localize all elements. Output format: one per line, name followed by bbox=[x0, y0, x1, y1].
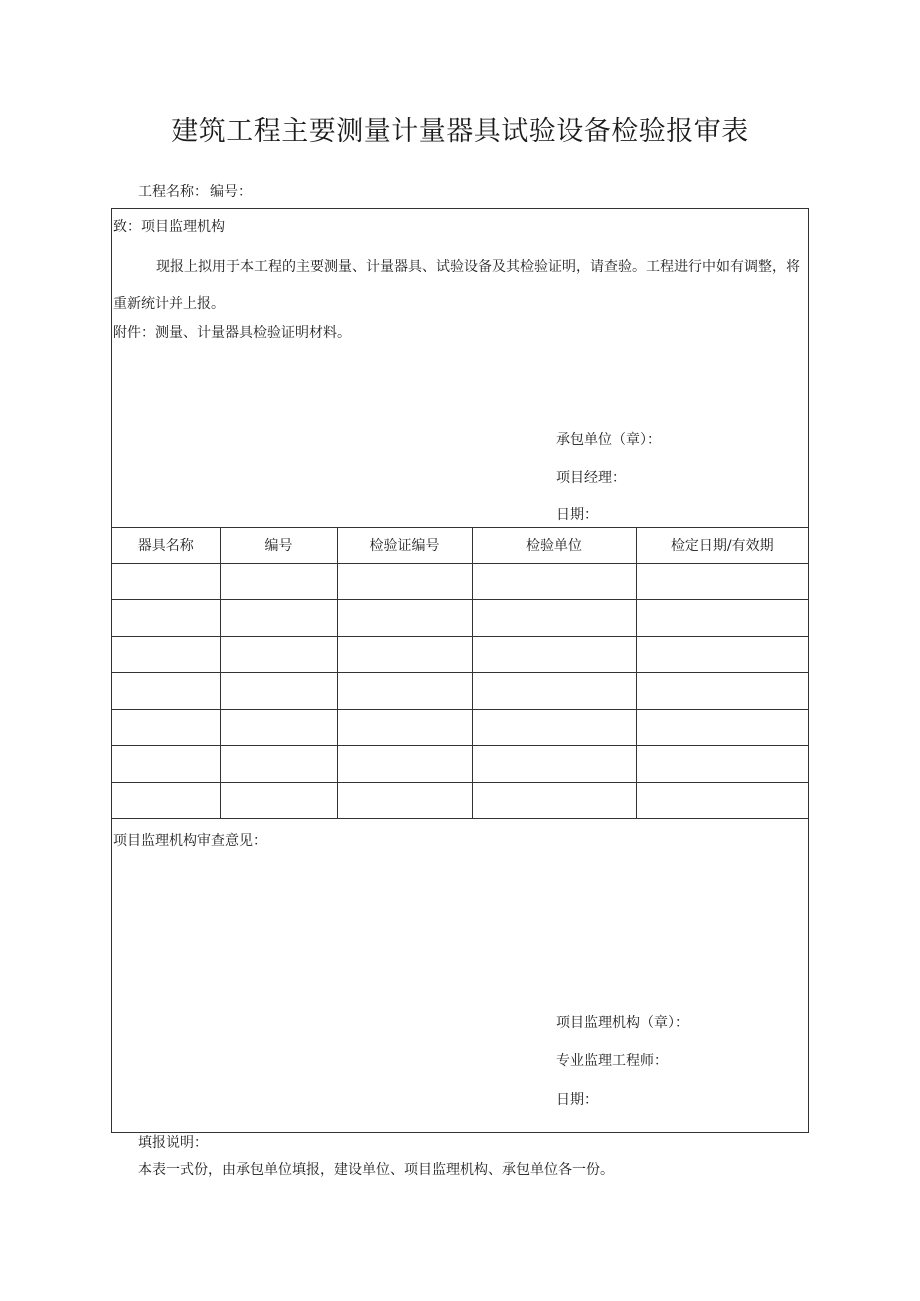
table-cell[interactable] bbox=[636, 782, 808, 819]
project-manager-label: 项目经理： bbox=[556, 470, 626, 486]
form-title: 建筑工程主要测量计量器具试验设备检验报审表 bbox=[171, 116, 749, 147]
equipment-table bbox=[112, 527, 808, 819]
header-number: 编号 bbox=[220, 527, 337, 563]
project-meta bbox=[138, 182, 254, 202]
submission-date-label: 日期： bbox=[556, 507, 598, 523]
table-cell[interactable] bbox=[636, 709, 808, 746]
table-cell[interactable] bbox=[112, 673, 220, 710]
table-cell[interactable] bbox=[337, 636, 472, 673]
table-cell[interactable] bbox=[472, 709, 636, 746]
supervising-engineer-label: 专业监理工程师： bbox=[556, 1053, 668, 1069]
header-instrument-name: 器具名称 bbox=[112, 527, 220, 563]
table-cell[interactable] bbox=[112, 746, 220, 783]
submission-body: 现报上拟用于本工程的主要测量、计量器具、试验设备及其检验证明，请查验。工程进行中如有调整，将重新统计并上报。 bbox=[113, 259, 800, 312]
table-cell[interactable] bbox=[220, 673, 337, 710]
table-cell[interactable] bbox=[112, 636, 220, 673]
review-opinion-label: 项目监理机构审查意见： bbox=[113, 833, 267, 849]
table-cell[interactable] bbox=[636, 563, 808, 600]
attachment-line: 附件：测量、计量器具检验证明材料。 bbox=[113, 325, 351, 341]
supervision-seal-label: 项目监理机构（章）： bbox=[556, 1015, 689, 1031]
table-row bbox=[112, 673, 808, 710]
review-section bbox=[112, 820, 808, 1132]
notes-text: 本表一式份，由承包单位填报，建设单位、项目监理机构、承包单位各一份。 bbox=[138, 1162, 614, 1178]
table-cell[interactable] bbox=[112, 782, 220, 819]
header-certificate-number: 检验证编号 bbox=[337, 527, 472, 563]
header-calibration-date: 检定日期/有效期 bbox=[636, 527, 808, 563]
table-cell[interactable] bbox=[636, 636, 808, 673]
submission-section bbox=[112, 209, 808, 528]
table-cell[interactable] bbox=[472, 563, 636, 600]
table-cell[interactable] bbox=[220, 746, 337, 783]
table-cell[interactable] bbox=[112, 709, 220, 746]
table-row bbox=[112, 563, 808, 600]
review-date-label: 日期： bbox=[556, 1092, 598, 1108]
table-row bbox=[112, 746, 808, 783]
table-row bbox=[112, 600, 808, 637]
table-cell[interactable] bbox=[636, 673, 808, 710]
table-cell[interactable] bbox=[472, 746, 636, 783]
table-cell[interactable] bbox=[472, 673, 636, 710]
addressee-line: 致：项目监理机构 bbox=[113, 219, 225, 235]
table-cell[interactable] bbox=[220, 563, 337, 600]
table-cell[interactable] bbox=[220, 600, 337, 637]
table-cell[interactable] bbox=[337, 709, 472, 746]
table-row bbox=[112, 709, 808, 746]
notes-heading: 填报说明： bbox=[138, 1135, 208, 1151]
table-cell[interactable] bbox=[337, 563, 472, 600]
table-cell[interactable] bbox=[337, 673, 472, 710]
header-inspection-unit: 检验单位 bbox=[472, 527, 636, 563]
table-cell[interactable] bbox=[337, 600, 472, 637]
project-name-label: 工程名称： bbox=[138, 184, 208, 200]
approval-form bbox=[111, 208, 809, 1133]
table-cell[interactable] bbox=[472, 600, 636, 637]
contractor-seal-label: 承包单位（章）： bbox=[556, 432, 661, 448]
table-row bbox=[112, 782, 808, 819]
table-header-row bbox=[112, 527, 808, 563]
table-row bbox=[112, 636, 808, 673]
table-cell[interactable] bbox=[636, 600, 808, 637]
table-cell[interactable] bbox=[112, 563, 220, 600]
table-cell[interactable] bbox=[220, 782, 337, 819]
table-cell[interactable] bbox=[112, 600, 220, 637]
number-label: 编号： bbox=[210, 184, 252, 200]
table-cell[interactable] bbox=[220, 709, 337, 746]
table-cell[interactable] bbox=[472, 782, 636, 819]
table-cell[interactable] bbox=[636, 746, 808, 783]
table-cell[interactable] bbox=[337, 746, 472, 783]
table-cell[interactable] bbox=[337, 782, 472, 819]
table-cell[interactable] bbox=[472, 636, 636, 673]
table-cell[interactable] bbox=[220, 636, 337, 673]
